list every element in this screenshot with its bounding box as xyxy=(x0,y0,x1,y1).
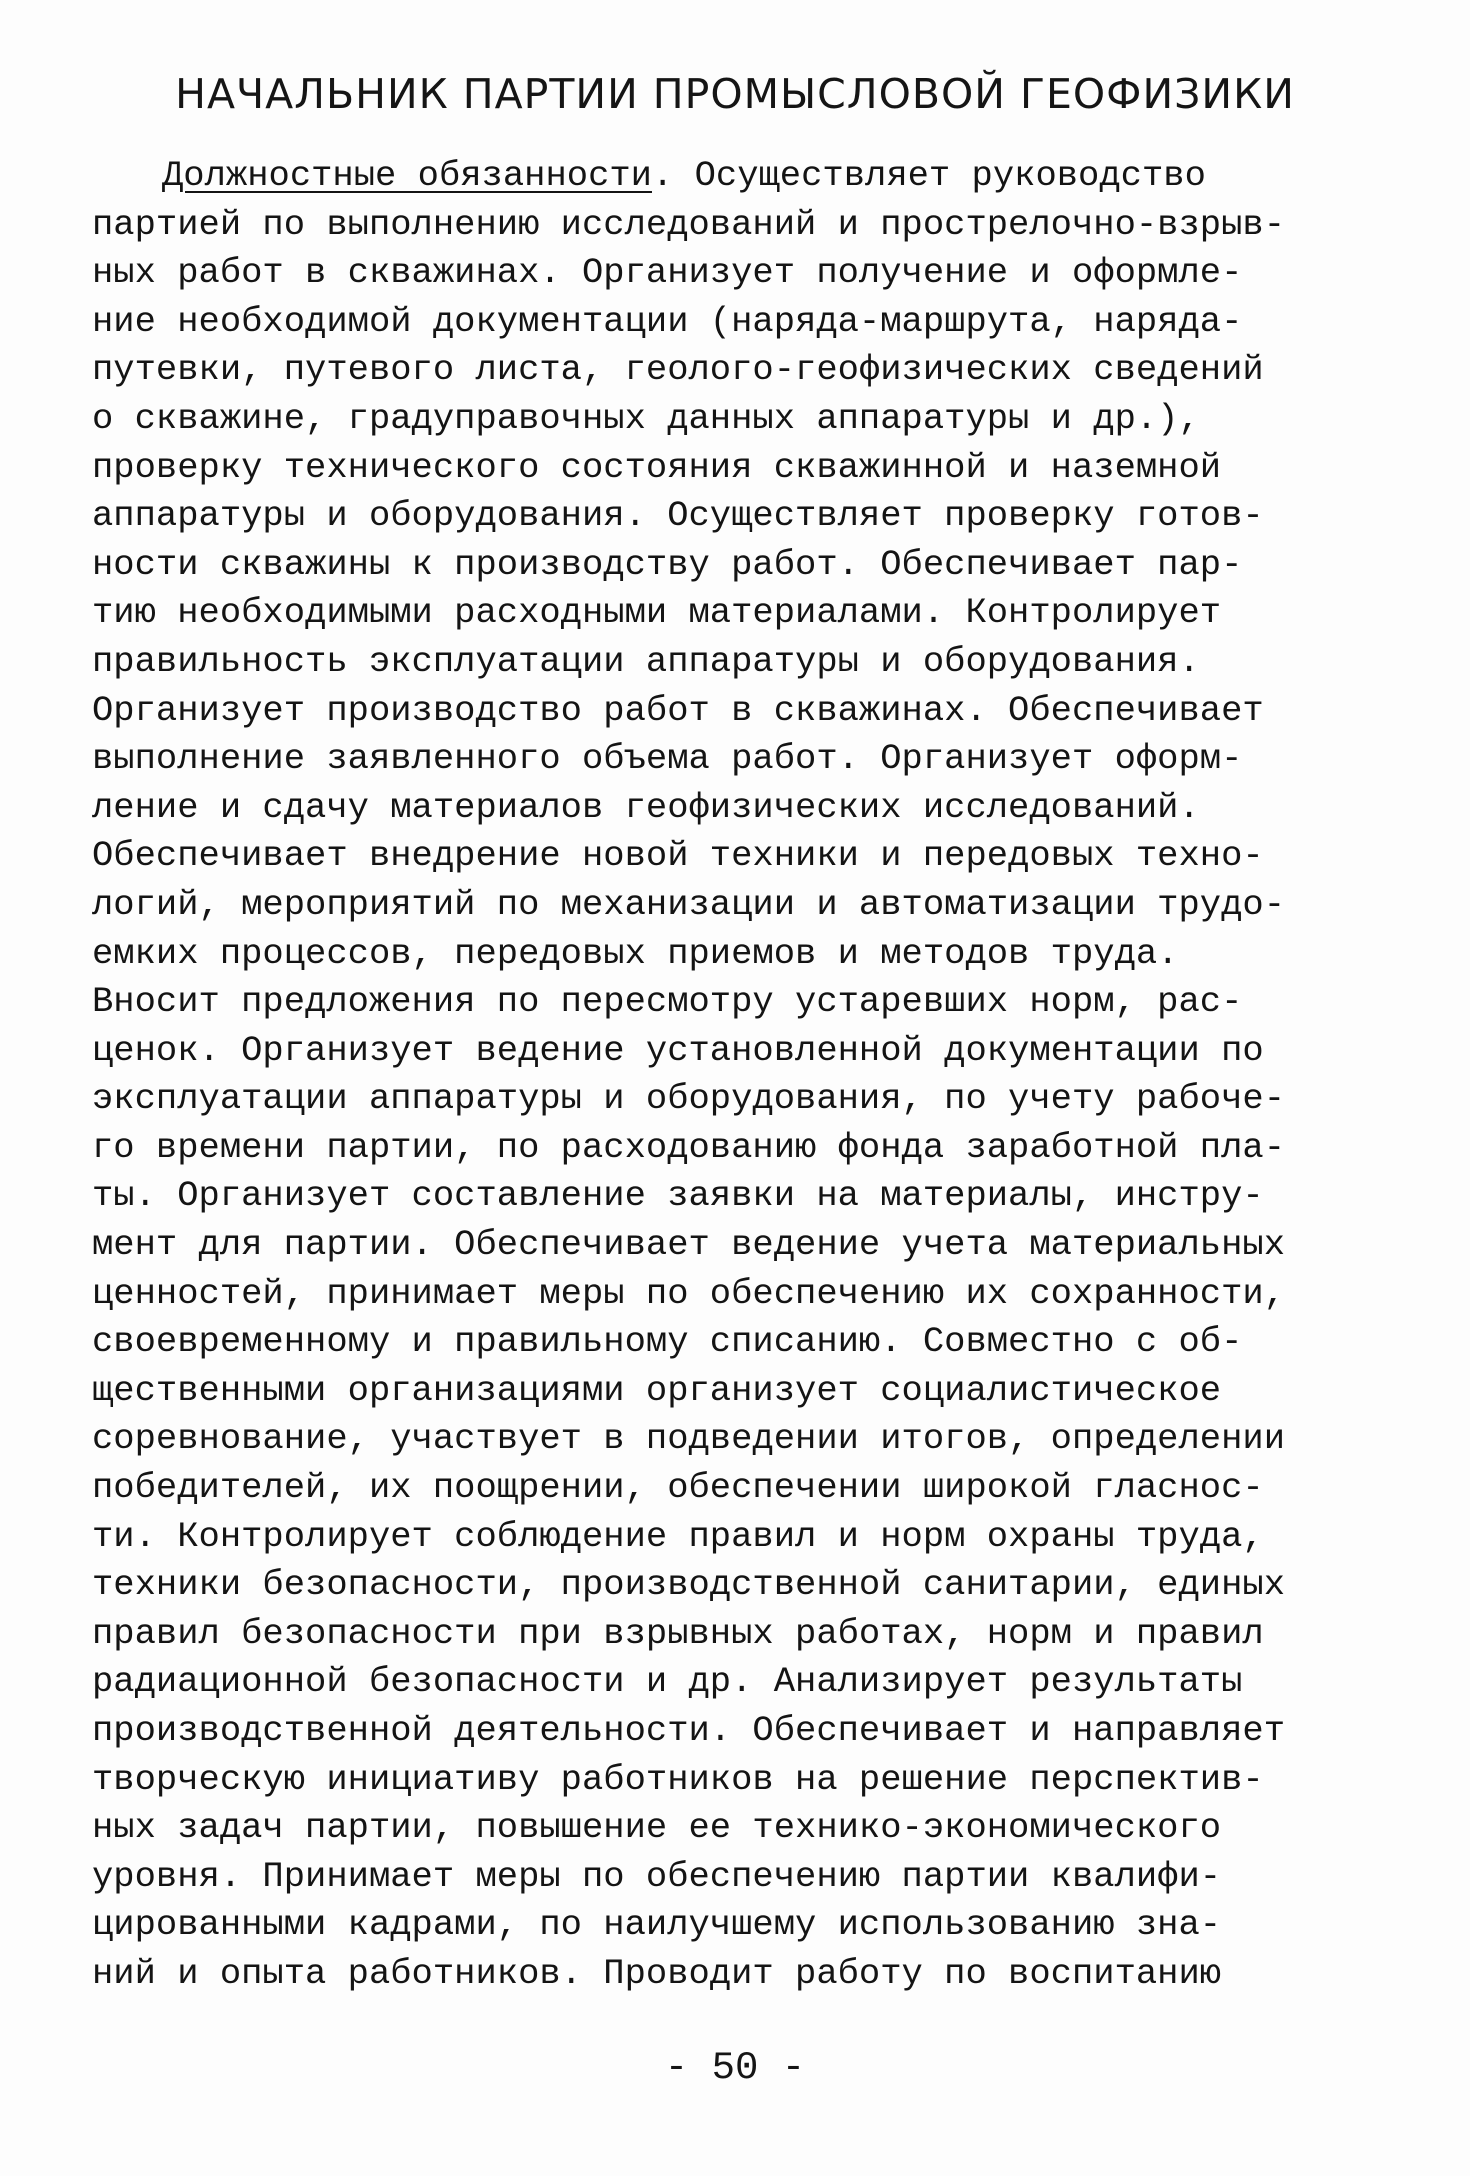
text-line: радиационной безопасности и др. Анализирует результаты xyxy=(92,1661,1243,1703)
text-line: о скважине, градуправочных данных аппаратуры и др.), xyxy=(92,397,1200,439)
text-line: ценностей, принимает меры по обеспечению их сохранности, xyxy=(92,1272,1285,1314)
text-line: техники безопасности, производственной санитарии, единых xyxy=(92,1564,1285,1606)
text-line: соревнование, участвует в подведении итогов, определении xyxy=(92,1418,1285,1460)
text-line: ние необходимой документации (наряда-маршрута, наряда- xyxy=(92,300,1243,342)
text-line: ценок. Организует ведение установленной документации по xyxy=(92,1029,1264,1071)
text-line: ных задач партии, повышение ее технико-экономического xyxy=(92,1807,1222,1849)
text-line: путевки, путевого листа, геолого-геофизических сведений xyxy=(92,349,1264,391)
text-line: Вносит предложения по пересмотру устаревших норм, рас- xyxy=(92,981,1243,1023)
text-line: тию необходимыми расходными материалами. Контролирует xyxy=(92,592,1222,634)
text-line: щественными организациями организует социалистическое xyxy=(92,1369,1222,1411)
text-line: логий, мероприятий по механизации и автоматизации трудо- xyxy=(92,883,1285,925)
text-line: аппаратуры и оборудования. Осуществляет проверку готов- xyxy=(92,495,1264,537)
text-line: ление и сдачу материалов геофизических исследований. xyxy=(92,786,1200,828)
text-line: ты. Организует составление заявки на материалы, инстру- xyxy=(92,1175,1264,1217)
first-line-text: . Осуществляет руководство xyxy=(651,155,1206,196)
text-line: цированными кадрами, по наилучшему использованию зна- xyxy=(92,1904,1222,1946)
text-line: эксплуатации аппаратуры и оборудования, по учету рабоче- xyxy=(92,1078,1285,1120)
page-number: - 50 - xyxy=(664,2046,806,2090)
text-line: уровня. Принимает меры по обеспечению партии квалифи- xyxy=(92,1855,1222,1897)
text-line: Обеспечивает внедрение новой техники и передовых техно- xyxy=(92,835,1264,877)
text-line: ных работ в скважинах. Организует получение и оформле- xyxy=(92,252,1243,294)
text-line: победителей, их поощрении, обеспечении широкой гласнос- xyxy=(92,1467,1264,1509)
text-line: творческую инициативу работников на решение перспектив- xyxy=(92,1758,1264,1800)
text-line: партией по выполнению исследований и прострелочно-взрыв- xyxy=(92,203,1285,245)
text-line: мент для партии. Обеспечивает ведение учета материальных xyxy=(92,1224,1285,1266)
text-line: проверку технического состояния скважинной и наземной xyxy=(92,446,1222,488)
text-line: производственной деятельности. Обеспечивает и направляет xyxy=(92,1710,1285,1751)
text-line: правильность эксплуатации аппаратуры и оборудования. xyxy=(92,640,1200,682)
text-line xyxy=(92,152,1392,201)
text-line: Организует производство работ в скважинах. Обеспечивает xyxy=(92,689,1264,731)
text-line: своевременному и правильному списанию. Совместно с об- xyxy=(92,1321,1243,1363)
text-line: ти. Контролирует соблюдение правил и норм охраны труда, xyxy=(92,1515,1264,1557)
text-line: ний и опыта работников. Проводит работу по воспитанию xyxy=(92,1952,1222,1994)
text-line: ности скважины к производству работ. Обеспечивает пар- xyxy=(92,543,1243,585)
text-line: правил безопасности при взрывных работах, норм и правил xyxy=(92,1612,1264,1654)
text-line: емких процессов, передовых приемов и методов труда. xyxy=(92,932,1179,974)
text-line: го времени партии, по расходованию фонда заработной пла- xyxy=(92,1126,1285,1168)
section-heading: Должностные обязанности xyxy=(162,155,652,196)
text-line: выполнение заявленного объема работ. Организует оформ- xyxy=(92,738,1243,780)
page-title: НАЧАЛЬНИК ПАРТИИ ПРОМЫСЛОВОЙ ГЕОФИЗИКИ xyxy=(175,70,1295,118)
body-text xyxy=(92,152,1392,1999)
